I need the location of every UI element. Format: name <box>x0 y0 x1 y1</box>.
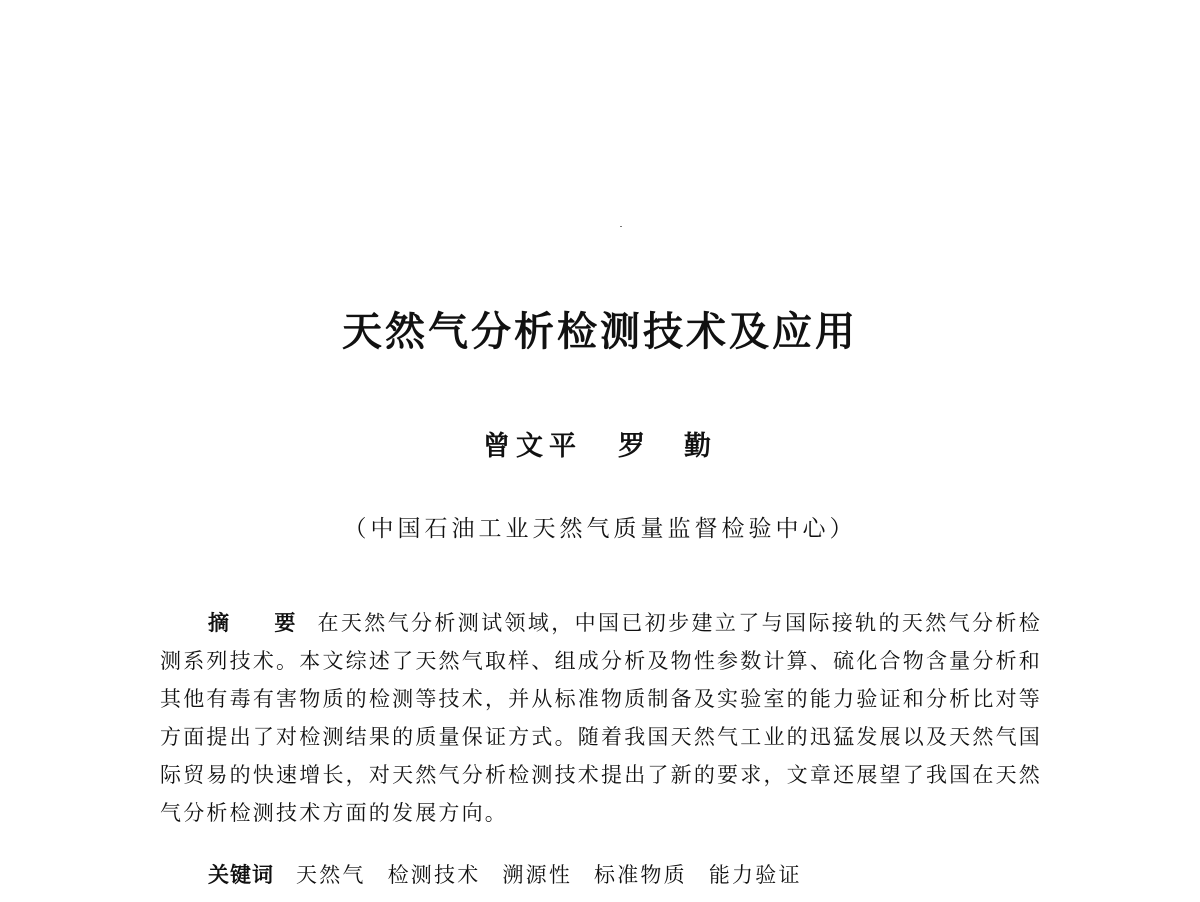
keyword-item: 检测技术 <box>387 863 481 887</box>
author-affiliation: （中国石油工业天然气质量监督检验中心） <box>343 516 857 542</box>
abstract-paragraph <box>160 604 1042 832</box>
keyword-item: 溯源性 <box>502 863 573 887</box>
keyword-item: 能力验证 <box>708 863 802 887</box>
scan-speck <box>620 226 622 227</box>
keyword-item: 标准物质 <box>594 863 687 887</box>
keywords-line <box>160 856 1042 894</box>
keywords-label: 关键词 <box>208 863 274 887</box>
author-line <box>0 428 1200 466</box>
keyword-item: 天然气 <box>296 863 366 887</box>
abstract-text: 在天然气分析测试领域，中国已初步建立了与国际接轨的天然气分析检测系列技术。本文综述了天然气取样、组成分析及物性参数计算、硫化合物含量分析和其他有毒有害物质的检测等技术，并从标准物质制备及实验室的能力验证和分析比对等方面提出了对检测结果的质量保证方式。随着我国天然气工业的迅猛发展以及天然气国际贸易的快速增长，对天然气分析检测技术提出了新的要求，文章还展望了我国在天然气分析检测技术方面的发展方向。 <box>160 611 1042 825</box>
author-name: 曾文平 <box>483 431 582 462</box>
abstract-label: 摘 要 <box>208 611 308 635</box>
author-name: 罗 勤 <box>618 431 717 462</box>
paper-title: 天然气分析检测技术及应用 <box>342 309 858 355</box>
